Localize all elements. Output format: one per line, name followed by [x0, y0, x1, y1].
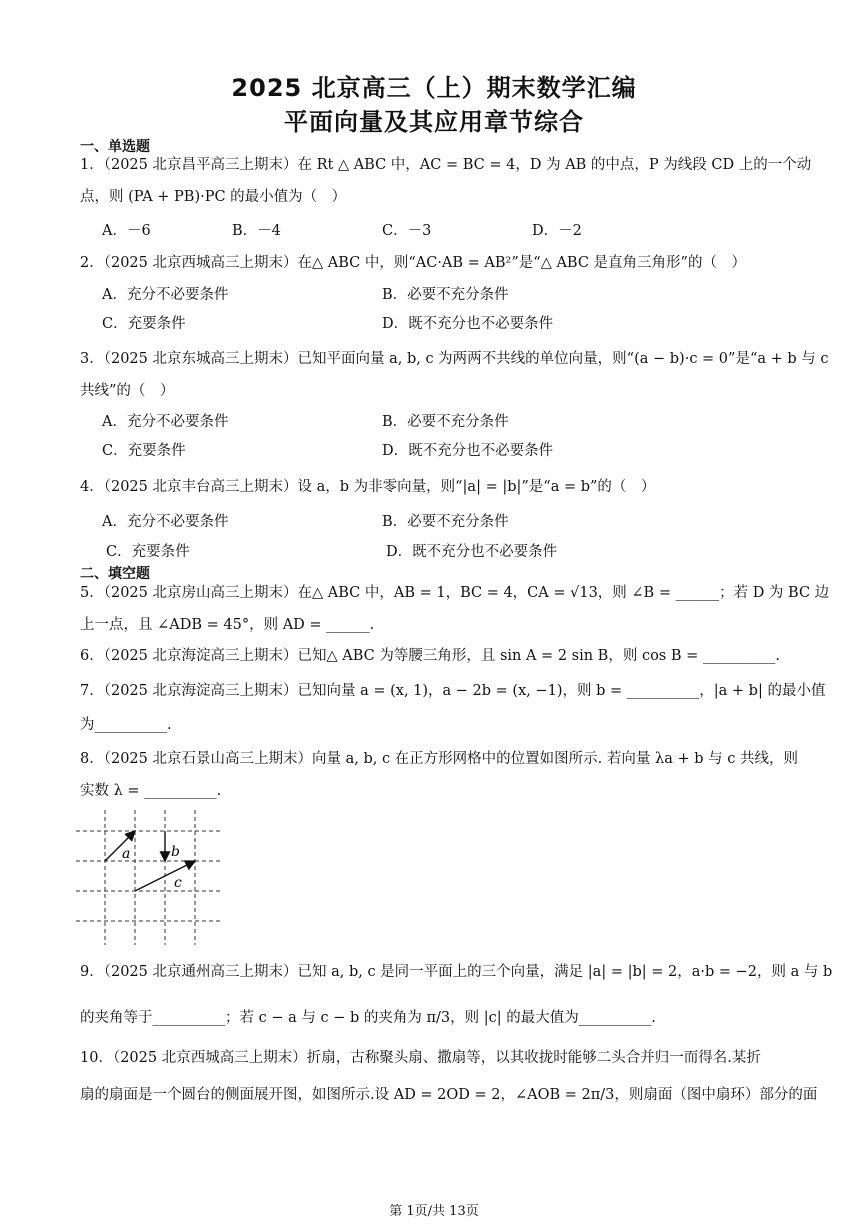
question-6-line-1: 6．（2025 北京海淀高三上期末）已知△ ABC 为等腰三角形，且 sin A = 2 sin B，则 cos B = __________. — [80, 648, 780, 664]
question-4-option-b: B．必要不充分条件 — [382, 514, 509, 530]
document-title-line1: 2025 北京高三（上）期末数学汇编 — [231, 74, 637, 102]
document-title-line2: 平面向量及其应用章节综合 — [284, 108, 584, 136]
question-3-option-c: C．充要条件 — [102, 443, 186, 459]
question-10-line-2: 扇的扇面是一个圆台的侧面展开图，如图所示.设 AD = 2OD = 2，∠AOB = 2π/3，则扇面（图中扇环）部分的面 — [80, 1087, 818, 1103]
vector-a-label: a — [122, 846, 131, 862]
section-heading-fill-blank: 二、填空题 — [80, 566, 150, 582]
question-8-line-2: 实数 λ = __________. — [80, 783, 222, 799]
question-10-line-1: 10．（2025 北京西城高三上期末）折扇，古称聚头扇、撒扇等，以其收拢时能够二头合并归一而得名.某折 — [80, 1050, 761, 1066]
question-1-option-c: C．－3 — [382, 223, 432, 239]
question-7-line-1: 7．（2025 北京海淀高三上期末）已知向量 a = (x, 1)，a − 2b = (x, −1)，则 b = __________，|a + b| 的最小值 — [80, 683, 826, 699]
question-2-option-b: B．必要不充分条件 — [382, 287, 509, 303]
question-7-line-2: 为__________. — [80, 717, 172, 733]
question-2-option-a: A．充分不必要条件 — [102, 287, 229, 303]
vector-grid-figure — [76, 810, 226, 948]
question-3-line-2: 共线”的（ ） — [80, 383, 175, 399]
question-1-line-2: 点，则 (PA + PB)·PC 的最小值为（ ） — [80, 189, 347, 205]
question-1-line-1: 1．（2025 北京昌平高三上期末）在 Rt △ ABC 中，AC = BC = 4，D 为 AB 的中点，P 为线段 CD 上的一个动 — [80, 157, 812, 173]
question-8-line-1: 8．（2025 北京石景山高三上期末）向量 a, b, c 在正方形网格中的位置如图所示. 若向量 λa + b 与 c 共线，则 — [80, 751, 798, 767]
question-3-option-b: B．必要不充分条件 — [382, 414, 509, 430]
question-4-option-a: A．充分不必要条件 — [102, 514, 229, 530]
question-2-line-1: 2．（2025 北京西城高三上期末）在△ ABC 中，则“AC·AB = AB²”是“△ ABC 是直角三角形”的（ ） — [80, 255, 746, 271]
vector-b-label: b — [171, 844, 180, 860]
question-3-line-1: 3．（2025 北京东城高三上期末）已知平面向量 a, b, c 为两两不共线的单位向量，则“(a − b)·c = 0”是“a + b 与 c — [80, 351, 829, 367]
vector-c-arrow — [135, 861, 195, 891]
question-5-line-1: 5．（2025 北京房山高三上期末）在△ ABC 中，AB = 1，BC = 4，CA = √13，则 ∠B = ______；若 D 为 BC 边 — [80, 585, 830, 601]
question-4-option-c: C．充要条件 — [106, 544, 190, 560]
question-2-option-c: C．充要条件 — [102, 316, 186, 332]
question-2-option-d: D．既不充分也不必要条件 — [382, 316, 554, 332]
section-heading-single-choice: 一、单选题 — [80, 139, 150, 155]
vector-c-label: c — [174, 875, 182, 891]
page-number-footer: 第 1页/共 13页 — [389, 1204, 479, 1219]
question-4-line-1: 4．（2025 北京丰台高三上期末）设 a，b 为非零向量，则“|a| = |b|”是“a = b”的（ ） — [80, 479, 656, 495]
question-3-option-d: D．既不充分也不必要条件 — [382, 443, 554, 459]
question-5-line-2: 上一点，且 ∠ADB = 45°，则 AD = ______. — [80, 617, 375, 633]
question-1-option-a: A．－6 — [102, 223, 151, 239]
vector-a-arrow — [105, 831, 135, 861]
question-9-line-2: 的夹角等于__________；若 c − a 与 c − b 的夹角为 π/3，则 |c| 的最大值为__________. — [80, 1010, 656, 1026]
question-1-option-b: B．－4 — [232, 223, 281, 239]
question-3-option-a: A．充分不必要条件 — [102, 414, 229, 430]
question-4-option-d: D．既不充分也不必要条件 — [386, 544, 558, 560]
question-1-option-d: D．－2 — [532, 223, 582, 239]
question-9-line-1: 9．（2025 北京通州高三上期末）已知 a, b, c 是同一平面上的三个向量，满足 |a| = |b| = 2，a·b = −2，则 a 与 b — [80, 964, 833, 980]
